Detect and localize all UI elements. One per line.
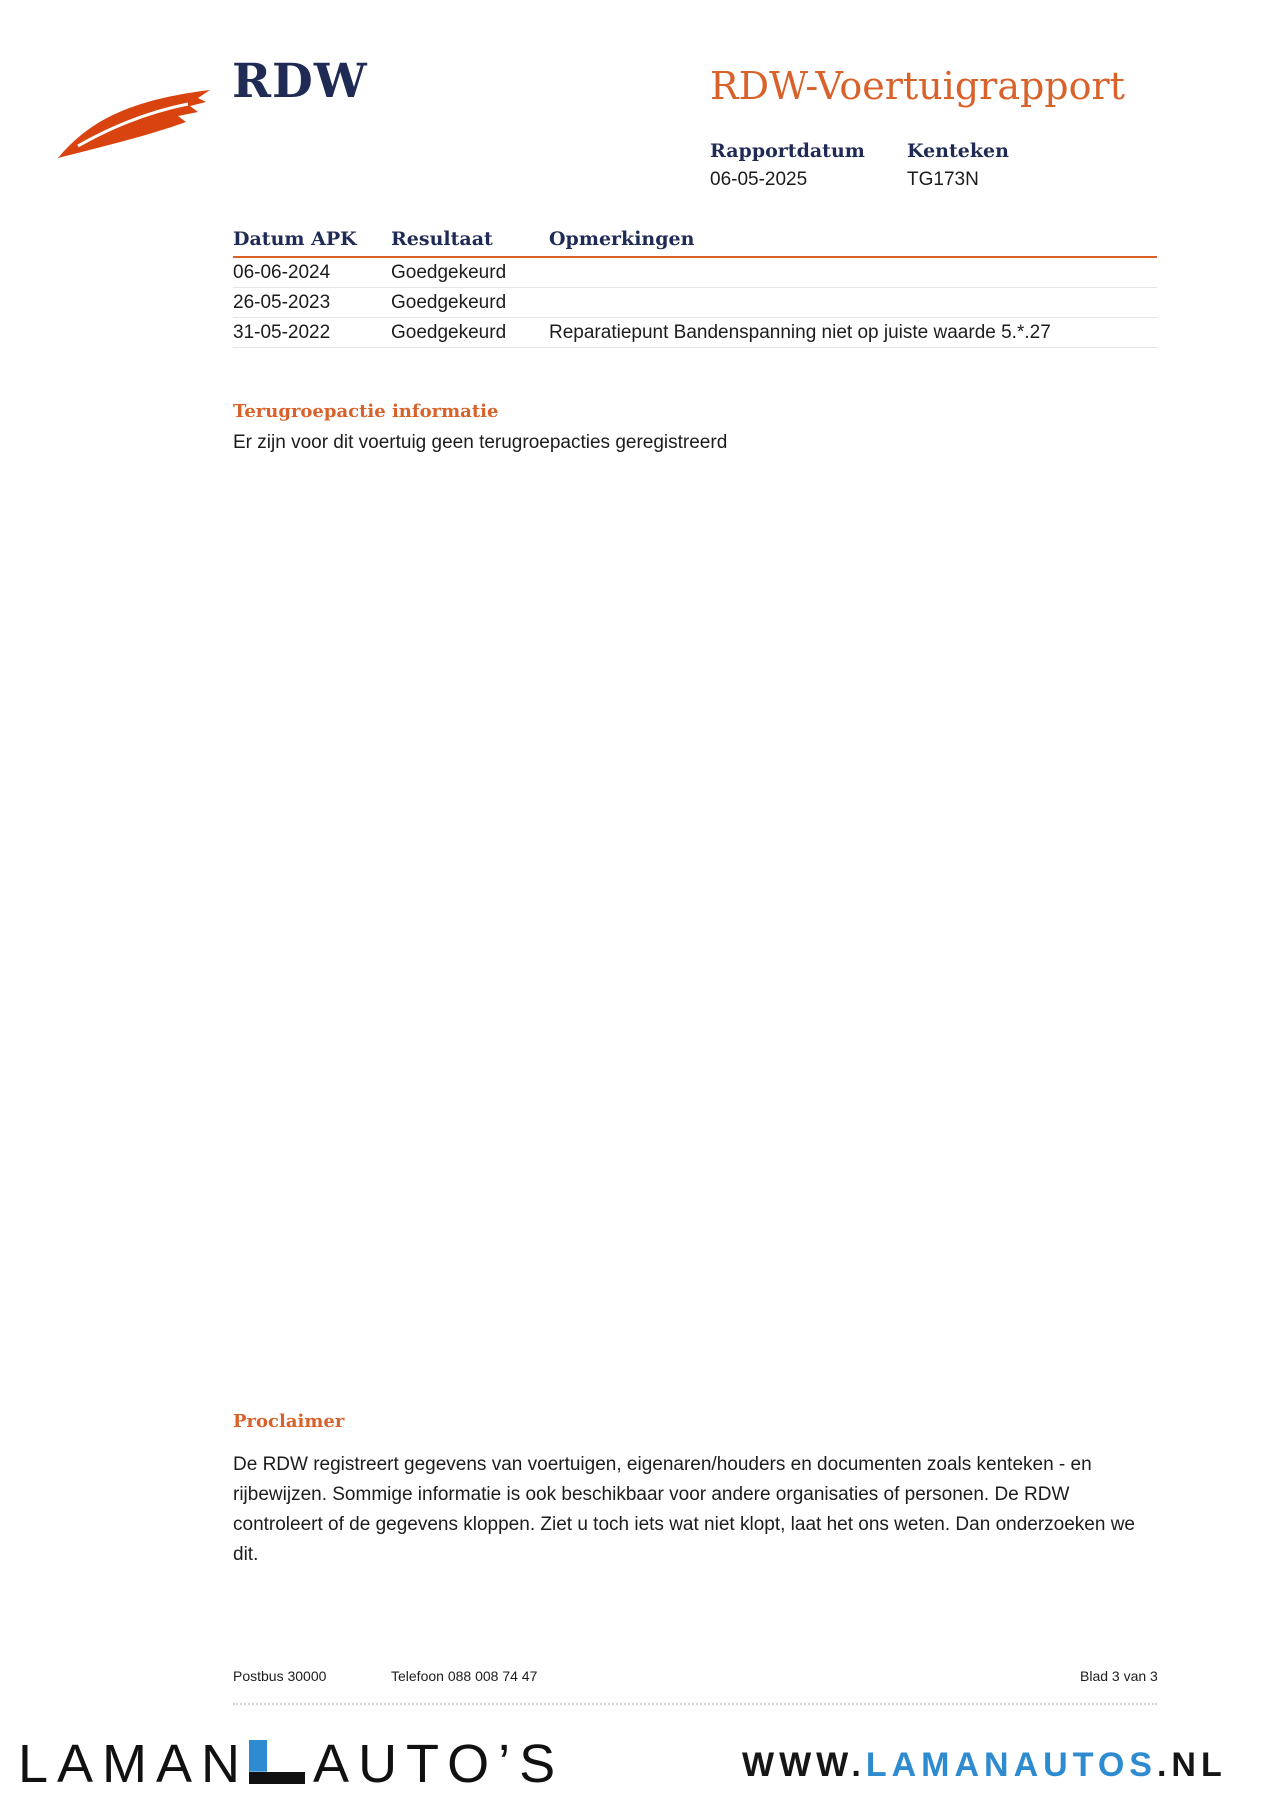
cell-resultaat: Goedgekeurd xyxy=(391,322,507,343)
cell-datum: 06-06-2024 xyxy=(233,262,331,283)
cell-resultaat: Goedgekeurd xyxy=(391,262,507,283)
url-tld: .NL xyxy=(1156,1746,1227,1784)
footer-cutoff-line xyxy=(233,1703,1157,1711)
cell-datum: 31-05-2022 xyxy=(233,322,331,343)
recall-title: Terugroepactie informatie xyxy=(233,401,499,422)
report-title: RDW-Voertuigrapport xyxy=(710,64,1125,108)
column-header-resultaat: Resultaat xyxy=(391,228,493,250)
footer-telefoon: Telefoon 088 008 74 47 xyxy=(391,1668,538,1684)
column-header-datum: Datum APK xyxy=(233,228,357,250)
cell-opmerking: Reparatiepunt Bandenspanning niet op juiste waarde 5.*.27 xyxy=(549,322,1051,343)
rapportdatum-value: 06-05-2025 xyxy=(710,169,808,190)
apk-table xyxy=(233,222,1157,348)
logo-text: RDW xyxy=(232,54,368,109)
column-header-opmerkingen: Opmerkingen xyxy=(549,228,695,250)
table-row xyxy=(233,258,1157,288)
rdw-logo-icon xyxy=(58,82,210,162)
disclaimer-text: De RDW registreert gegevens van voertuigen, eigenaren/houders en documenten zoals kenteken - en rijbewijzen. Sommige informatie is ook beschikbaar voor andere organisaties of personen. De RDW controleert of de gegevens kloppen. Ziet u toch iets wat niet klopt, laat het ons weten. Dan onderzoeken we dit. xyxy=(233,1454,1135,1565)
laman-autos-url[interactable] xyxy=(742,1746,1227,1785)
url-name: LAMANAUTOS xyxy=(865,1746,1157,1784)
table-row xyxy=(233,288,1157,318)
brand-square-icon xyxy=(249,1740,305,1784)
table-header xyxy=(233,222,1157,258)
cell-datum: 26-05-2023 xyxy=(233,292,331,313)
cell-resultaat: Goedgekeurd xyxy=(391,292,507,313)
kenteken-value: TG173N xyxy=(907,169,979,190)
url-www: WWW. xyxy=(742,1746,866,1784)
footer-page-number: Blad 3 van 3 xyxy=(1080,1668,1158,1684)
recall-text: Er zijn voor dit voertuig geen terugroepacties geregistreerd xyxy=(233,432,728,453)
brand-left-part1: LAMAN xyxy=(18,1734,250,1794)
rapportdatum-label: Rapportdatum xyxy=(710,140,865,162)
kenteken-label: Kenteken xyxy=(907,140,1009,162)
laman-autos-logo xyxy=(18,1733,564,1803)
footer-postbus: Postbus 30000 xyxy=(233,1668,327,1684)
brand-left-part2: AUTO’S xyxy=(313,1734,565,1794)
disclaimer-title: Proclaimer xyxy=(233,1411,345,1432)
table-row xyxy=(233,318,1157,348)
